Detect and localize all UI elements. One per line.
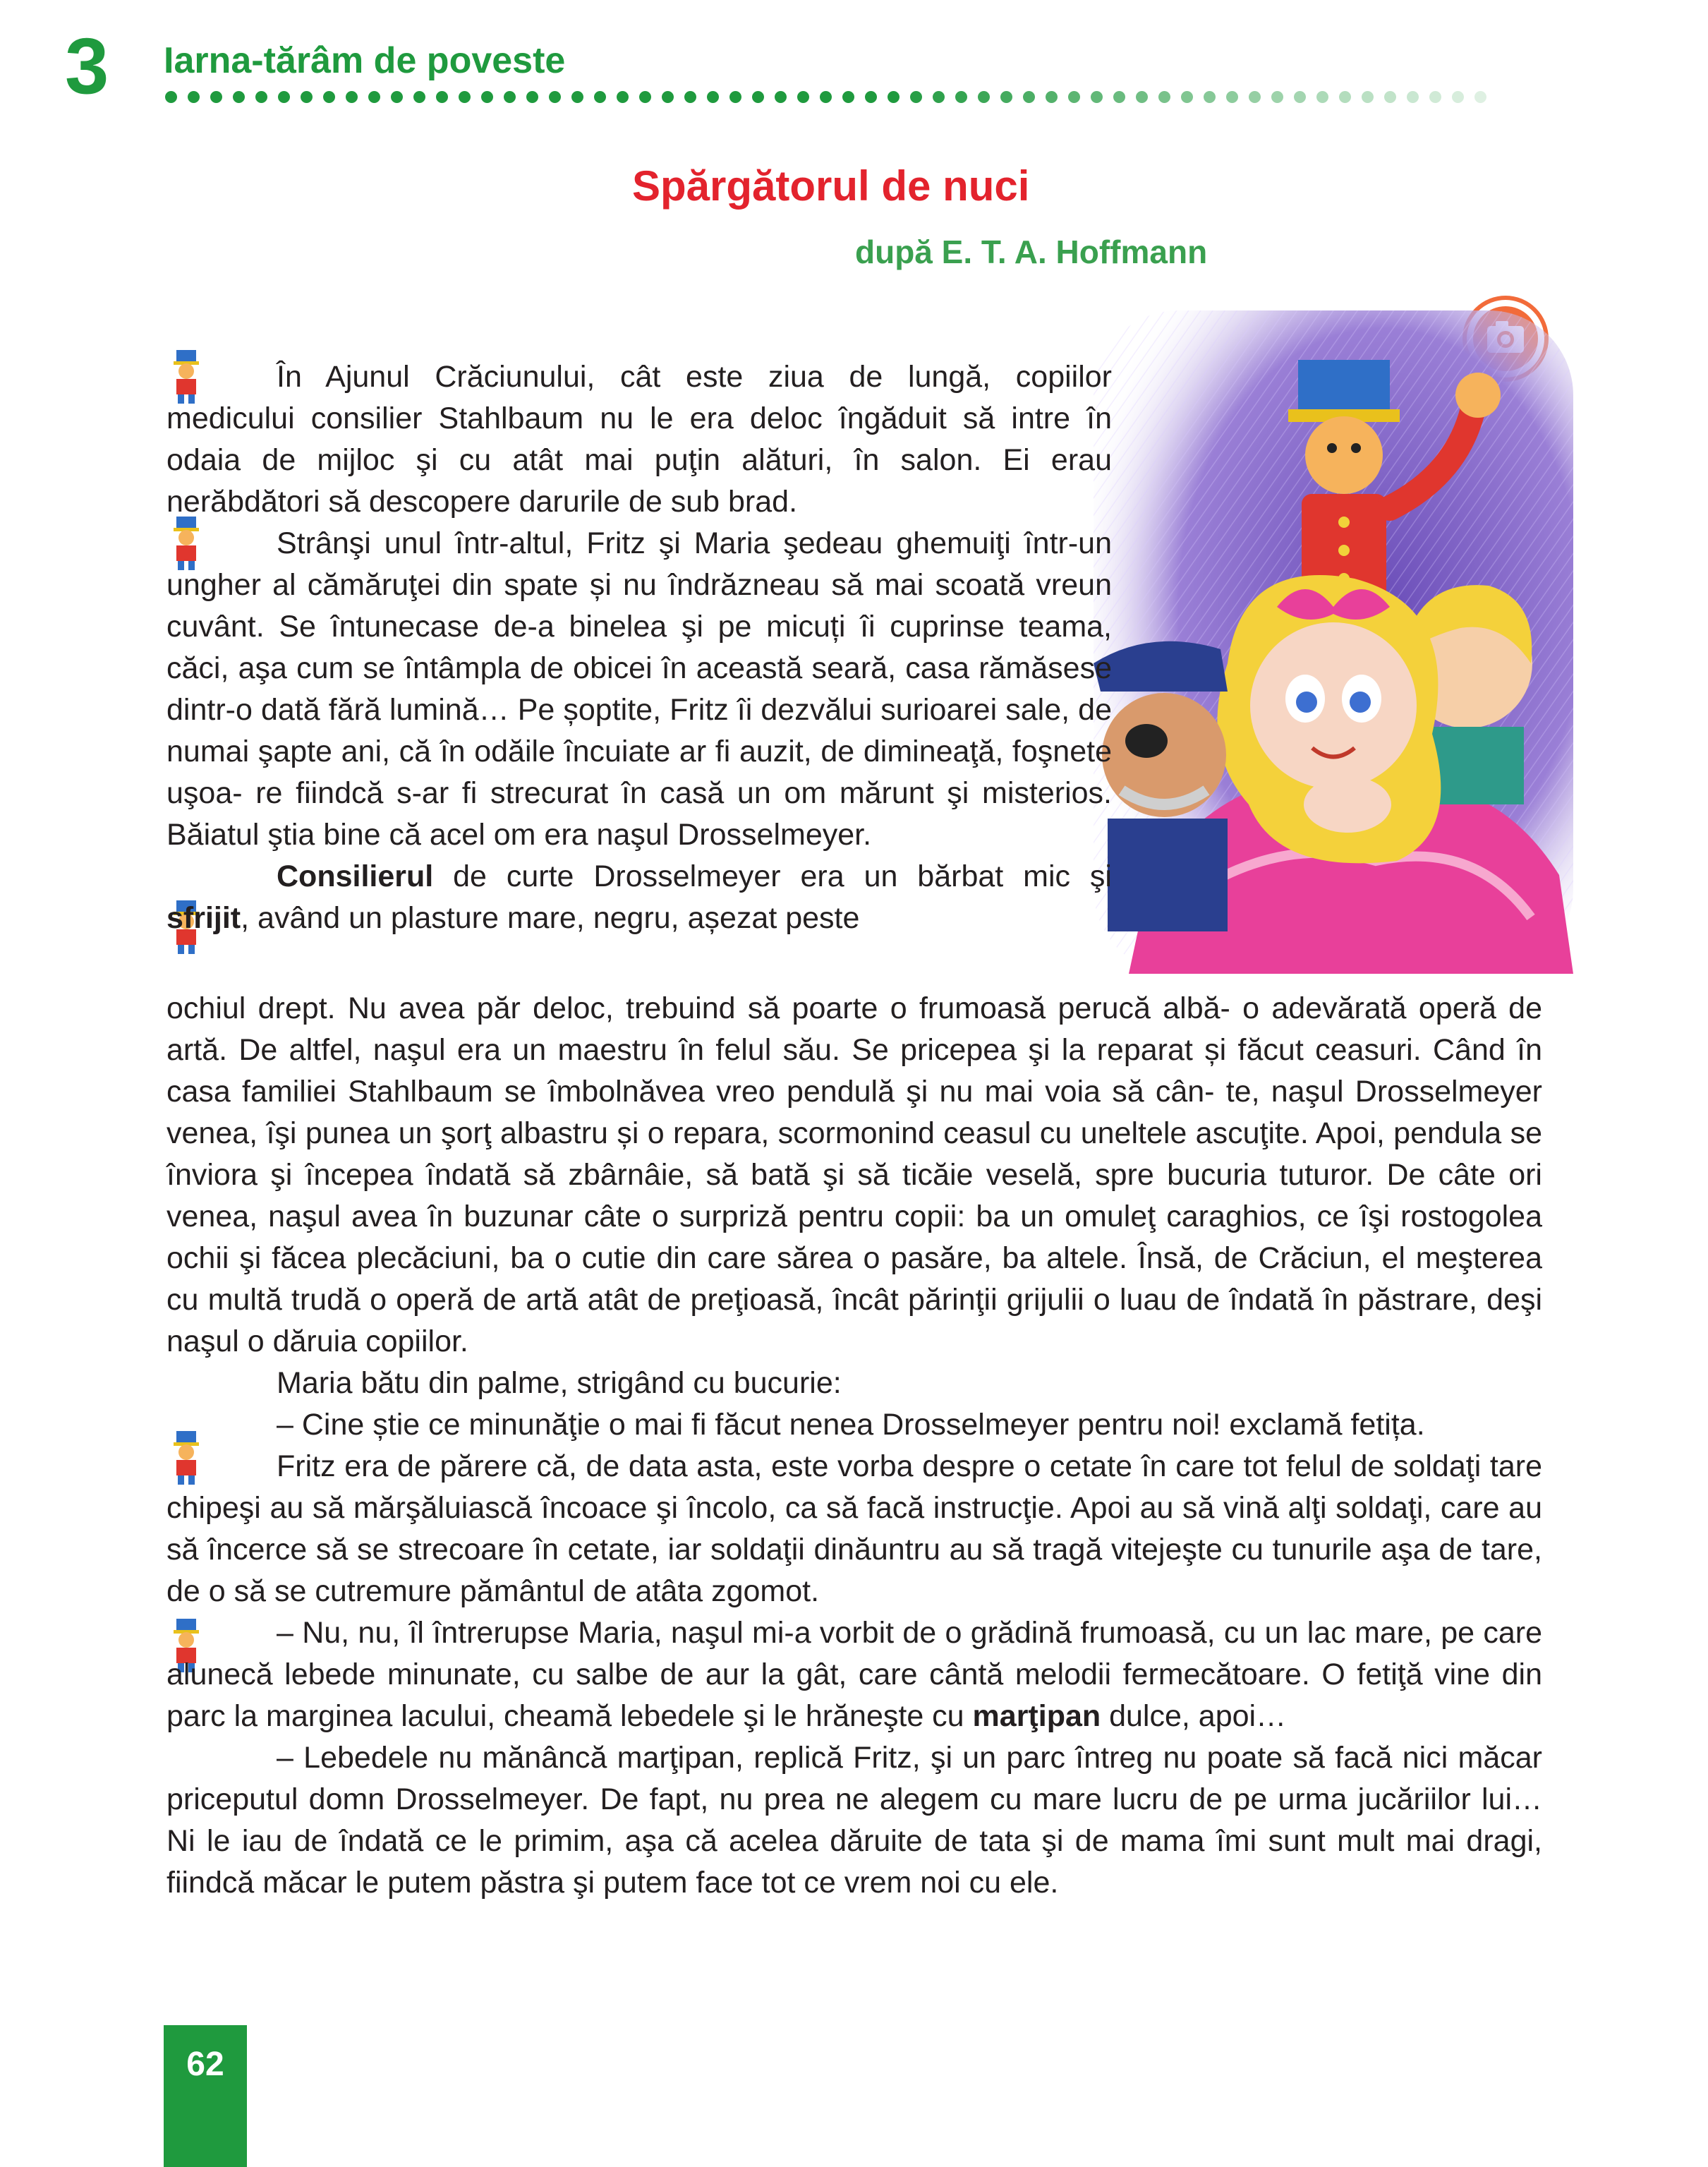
bold-term: sfrijit	[166, 901, 241, 935]
divider-dot	[301, 91, 313, 103]
dotted-divider	[165, 89, 1477, 104]
divider-dot	[775, 91, 787, 103]
divider-dot	[1474, 91, 1486, 103]
divider-dot	[459, 91, 471, 103]
divider-dot	[165, 91, 177, 103]
divider-dot	[617, 91, 629, 103]
divider-dot	[910, 91, 922, 103]
divider-dot	[752, 91, 764, 103]
divider-dot	[639, 91, 651, 103]
divider-dot	[594, 91, 606, 103]
divider-dot	[1294, 91, 1306, 103]
divider-dot	[797, 91, 809, 103]
divider-dot	[1068, 91, 1080, 103]
divider-dot	[1158, 91, 1170, 103]
paragraph: ochiul drept. Nu avea păr deloc, trebuind să poarte o frumoasă perucă albă- o adevărată operă de artă. De altfel, naşul era un maestru în felul său. Se pricepea şi la reparat și făcut ceasuri. Când în casa familiei Stahlbaum se îmbolnăvea vreo pendulă şi nu mai voia să cân- te, naşul Drosselmeyer venea, îşi punea un şorţ albastru și o repara, scormonind ceasul cu uneltele ascuţite. Apoi, pendula se înviora şi începea îndată să zbârnâie, să bată şi să ticăie veselă, spre bucuria tuturor. De câte ori venea, naşul avea în buzunar câte o surpriză pentru copii: ba un omuleţ caraghios, ce îşi rostogolea ochii şi făcea plecăciuni, ba o cutie din care sărea o pasăre, ba altele. Însă, de Crăciun, el meşterea cu multă trudă o operă de artă atât de preţioasă, încât părinţii grijulii o luau de îndată în păstrare, deşi naşul o dăruia copiilor.	[166, 991, 1542, 1358]
text-run: de curte Drosselmeyer era un bărbat mic şi	[433, 859, 1112, 893]
story-text-main	[166, 988, 1542, 1904]
story-author: după E. T. A. Hoffmann	[855, 234, 1208, 270]
bold-term: marţipan	[972, 1699, 1101, 1733]
divider-dot	[1249, 91, 1261, 103]
divider-dot	[391, 91, 403, 103]
divider-dot	[1023, 91, 1035, 103]
divider-dot	[1113, 91, 1125, 103]
divider-dot	[1316, 91, 1328, 103]
divider-dot	[368, 91, 380, 103]
divider-dot	[188, 91, 200, 103]
paragraph	[166, 856, 1112, 939]
divider-dot	[571, 91, 583, 103]
paragraph: Strânşi unul într-altul, Fritz şi Maria şedeau ghemuiţi într-un ungher al cămăruţei din spate și nu îndrăzneau să mai scoată vreun cuvânt. Se întunecase de-a binelea şi pe micuți îi cuprinse teama, căci, aşa cum se întâmpla de obicei în această seară, casa rămăsese dintr-o dată fără lumină… Pe șoptite, Fritz îi dezvălui surioarei sale, de numai şapte ani, că în odăile încuiate ar fi auzit, de dimineaţă, foşnete uşoa- re fiindcă s-ar fi strecurat în casă un om mărunt şi misterios. Băiatul ştia bine că acel om era naşul Drosselmeyer.	[166, 526, 1112, 852]
divider-dot	[1452, 91, 1464, 103]
divider-dot	[1271, 91, 1283, 103]
divider-dot	[1226, 91, 1238, 103]
dialogue-line: – Lebedele nu mănâncă marţipan, replică Fritz, şi un parc întreg nu poate să facă nici măcar priceputul domn Drosselmeyer. De fapt, nu prea ne alegem cu mare lucru de pe urma jucăriilor lui… Ni le iau de îndată ce le primim, aşa că acelea dăruite de tata şi de mama îmi sunt mult mai dragi, fiindcă măcar le putem păstra şi putem face tot ce vrem noi cu ele.	[166, 1741, 1542, 1900]
divider-dot	[1339, 91, 1351, 103]
divider-dot	[436, 91, 448, 103]
divider-dot	[233, 91, 245, 103]
divider-dot	[323, 91, 335, 103]
divider-dot	[413, 91, 425, 103]
bold-term: Consilierul	[277, 859, 434, 893]
story-title: Spărgătorul de nuci	[632, 162, 1030, 210]
divider-dot	[526, 91, 538, 103]
divider-dot	[1407, 91, 1419, 103]
divider-dot	[820, 91, 832, 103]
text-run: , având un plasture mare, negru, așezat peste	[241, 901, 860, 935]
divider-dot	[865, 91, 877, 103]
divider-dot	[933, 91, 945, 103]
text-run: dulce, apoi…	[1101, 1699, 1287, 1733]
divider-dot	[955, 91, 967, 103]
paragraph: În Ajunul Crăciunului, cât este ziua de lungă, copiilor medicului consilier Stahlbaum nu le era deloc îngăduit să intre în odaia de mijloc şi cu atât mai puţin alături, în salon. Ei erau nerăbdători să descopere darurile de sub brad.	[166, 360, 1112, 519]
divider-dot	[504, 91, 516, 103]
divider-dot	[729, 91, 741, 103]
divider-dot	[707, 91, 719, 103]
divider-dot	[481, 91, 493, 103]
divider-dot	[1362, 91, 1374, 103]
divider-dot	[1204, 91, 1216, 103]
paragraph: Maria bătu din palme, strigând cu bucurie:	[277, 1366, 842, 1400]
divider-dot	[842, 91, 854, 103]
divider-dot	[549, 91, 561, 103]
dialogue-line: – Cine știe ce minunăţie o mai fi făcut nenea Drosselmeyer pentru noi! exclamă fetița.	[277, 1408, 1425, 1442]
divider-dot	[662, 91, 674, 103]
divider-dot	[684, 91, 696, 103]
chapter-number: 3	[65, 22, 109, 110]
story-illustration	[1065, 296, 1587, 995]
paragraph: Fritz era de părere că, de data asta, este vorba despre o cetate în care tot felul de soldaţi tare chipeşi au să mărşăluiască încoace şi încolo, ca să facă instrucţie. Apoi au să vină alţi soldaţi, care au să încerce să se strecoare în cetate, iar soldaţii dinăuntru au să tragă vitejeşte cu tunurile aşa de tare, de o să se cutremure pământul de atâta zgomot.	[166, 1449, 1542, 1608]
divider-dot	[978, 91, 990, 103]
chapter-title: Iarna-tărâm de poveste	[164, 40, 566, 81]
divider-dot	[278, 91, 290, 103]
dialogue-line	[166, 1612, 1542, 1737]
divider-dot	[1091, 91, 1103, 103]
divider-dot	[255, 91, 267, 103]
divider-dot	[210, 91, 222, 103]
divider-dot	[1000, 91, 1012, 103]
divider-dot	[346, 91, 358, 103]
page-number: 62	[186, 2046, 224, 2083]
divider-dot	[1384, 91, 1396, 103]
divider-dot	[1429, 91, 1441, 103]
divider-dot	[888, 91, 900, 103]
divider-dot	[1181, 91, 1193, 103]
divider-dot	[1046, 91, 1058, 103]
divider-dot	[1136, 91, 1148, 103]
text-run: – Nu, nu, îl întrerupse Maria, naşul mi-a vorbit de o grădină frumoasă, cu un lac mare, pe care alunecă lebede minunate, cu salbe de aur la gât, care cântă melodii fermecătoare. O fetiţă vine din parc la marginea lacului, cheamă lebedele şi le hrăneşte cu	[166, 1616, 1542, 1733]
story-text-top	[166, 356, 1112, 939]
